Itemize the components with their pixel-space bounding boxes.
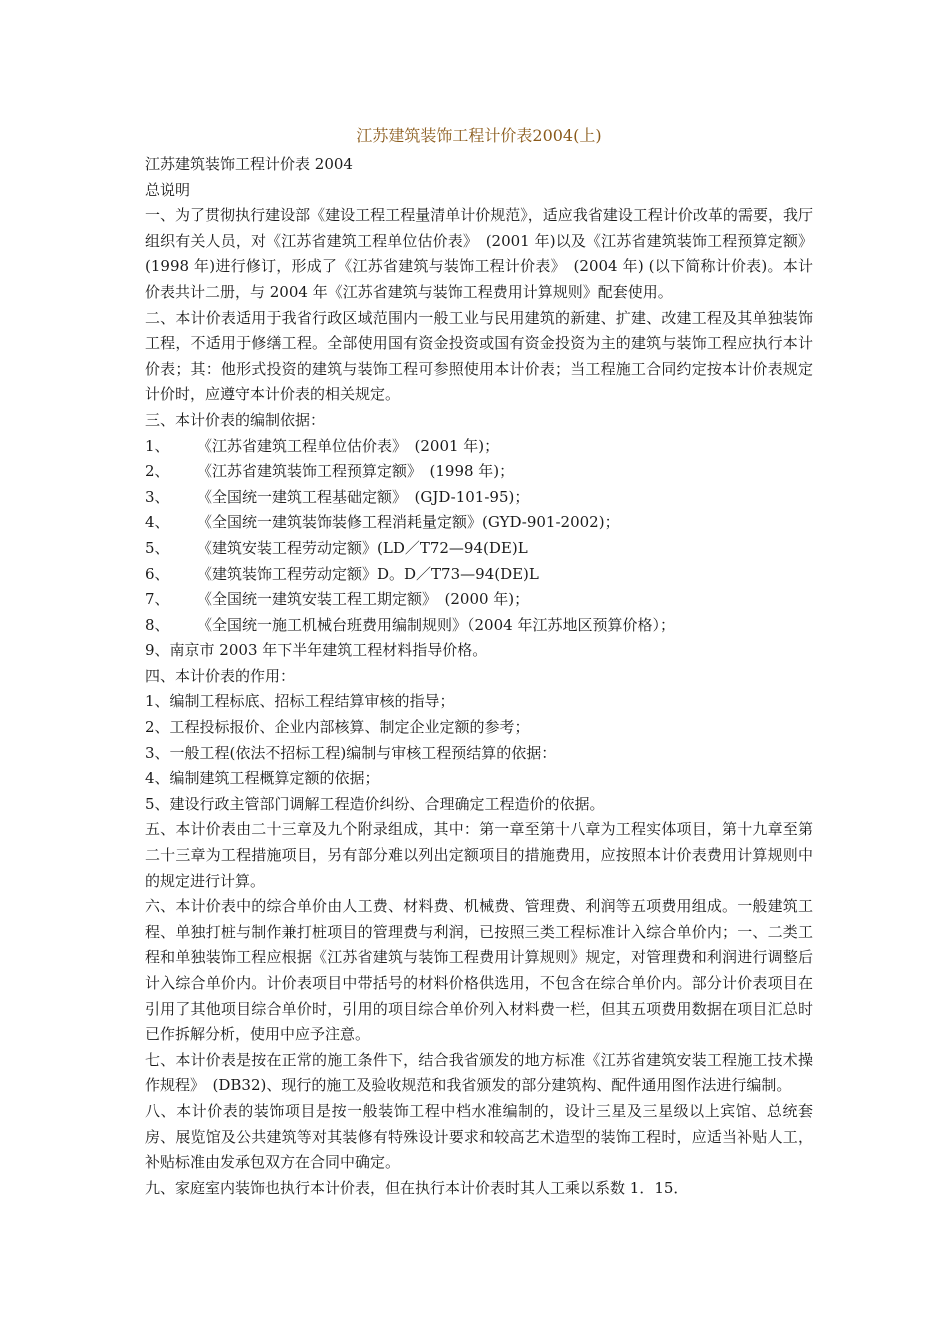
list-item: 4、编制建筑工程概算定额的依据；	[145, 769, 380, 788]
list-item	[145, 613, 813, 639]
list-item: 5、建设行政主管部门调解工程造价纠纷、合理确定工程造价的依据。	[145, 794, 605, 813]
list-item-number: 2、	[145, 462, 170, 481]
list-item-text: 《建筑装饰工程劳动定额》D。D／T73—94(DE)L	[197, 564, 539, 583]
document-subtitle: 江苏建筑装饰工程计价表 2004	[145, 155, 353, 173]
list-item	[145, 562, 813, 588]
list-item-text: 《建筑安装工程劳动定额》(LD／T72—94(DE)L	[197, 538, 528, 557]
list-item	[145, 536, 813, 562]
list-item: 1、编制工程标底、招标工程结算审核的指导；	[145, 692, 455, 711]
list-item-number: 5、	[145, 538, 170, 557]
list-item-text: 《全国统一建筑安装工程工期定额》 (2000 年)；	[197, 590, 530, 609]
document-page	[145, 122, 813, 1201]
paragraph-7: 七、本计价表是按在正常的施工条件下，结合我省颁发的地方标准《江苏省建筑安装工程施工技术操作规程》 (DB32)、现行的施工及验收规范和我省颁发的部分建筑构、配件通用图作法进行编制。	[145, 1050, 813, 1095]
paragraph-8: 八、本计价表的装饰项目是按一般装饰工程中档水准编制的，设计三星及三星级以上宾馆、总统套房、展览馆及公共建筑等对其装修有特殊设计要求和较高艺术造型的装饰工程时，应适当补贴人工，补贴标准由发承包双方在合同中确定。	[145, 1101, 813, 1172]
paragraph-6: 六、本计价表中的综合单价由人工费、材料费、机械费、管理费、利润等五项费用组成。一般建筑工程、单独打桩与制作兼打桩项目的管理费与利润，已按照三类工程标准计入综合单价内；一、二类工程和单独装饰工程应根据《江苏省建筑与装饰工程费用计算规则》规定，对管理费和利润进行调整后计入综合单价内。计价表项目中带括号的材料价格供选用，不包含在综合单价内。部分计价表项目在引用了其他项目综合单价时，引用的项目综合单价列入材料费一栏，但其五项费用数据在项目汇总时已作拆解分析，使用中应予注意。	[145, 897, 813, 1044]
list-item-text: 《全国统一建筑装饰装修工程消耗量定额》(GYD-901-2002)；	[197, 513, 620, 532]
purpose-list	[145, 689, 813, 817]
section-heading: 总说明	[145, 180, 191, 199]
list-item-text: 《全国统一建筑工程基础定额》 (GJD-101-95)；	[197, 487, 530, 506]
paragraph-9: 九、家庭室内装饰也执行本计价表，但在执行本计价表时其人工乘以系数 1．15．	[145, 1178, 689, 1197]
list-item: 3、一般工程(依法不招标工程)编制与审核工程预结算的依据：	[145, 743, 557, 762]
list-item-text: 《江苏省建筑工程单位估价表》 (2001 年)；	[197, 436, 500, 455]
list-item-number: 4、	[145, 513, 170, 532]
list-item	[145, 510, 813, 536]
basis-item-9: 9、南京市 2003 年下半年建筑工程材料指导价格。	[145, 641, 488, 660]
list-item-number: 6、	[145, 564, 170, 583]
paragraph-3-heading: 三、本计价表的编制依据：	[145, 410, 326, 429]
list-item-text: 《全国统一施工机械台班费用编制规则》（2004 年江苏地区预算价格）；	[197, 615, 675, 634]
list-item-number: 7、	[145, 590, 170, 609]
paragraph-4-heading: 四、本计价表的作用：	[145, 666, 296, 685]
list-item: 2、工程投标报价、企业内部核算、制定企业定额的参考；	[145, 718, 530, 737]
paragraph-1: 一、为了贯彻执行建设部《建设工程工程量清单计价规范》，适应我省建设工程计价改革的需要，我厅组织有关人员，对《江苏省建筑工程单位估价表》 (2001 年)以及《江苏省建筑装饰工程预算定额》(1998 年)进行修订，形成了《江苏省建筑与装饰工程计价表》 (2004 年) (以下简称计价表)。本计价表共计二册，与 2004 年《江苏省建筑与装饰工程费用计算规则》配套使用。	[145, 206, 813, 301]
list-item-number: 8、	[145, 615, 170, 634]
basis-list	[145, 434, 813, 639]
list-item-number: 3、	[145, 487, 170, 506]
list-item	[145, 459, 813, 485]
paragraph-2: 二、本计价表适用于我省行政区域范围内一般工业与民用建筑的新建、扩建、改建工程及其单独装饰工程，不适用于修缮工程。全部使用国有资金投资或国有资金投资为主的建筑与装饰工程应执行本计价表；其：他形式投资的建筑与装饰工程可参照使用本计价表；当工程施工合同约定按本计价表规定计价时，应遵守本计价表的相关规定。	[145, 308, 813, 404]
paragraph-5: 五、本计价表由二十三章及九个附录组成，其中：第一章至第十八章为工程实体项目，第十九章至第二十三章为工程措施项目，另有部分难以列出定额项目的措施费用，应按照本计价表费用计算规则中的规定进行计算。	[145, 820, 813, 890]
list-item-text: 《江苏省建筑装饰工程预算定额》 (1998 年)；	[197, 462, 515, 481]
list-item	[145, 587, 813, 613]
list-item-number: 1、	[145, 436, 170, 455]
list-item	[145, 485, 813, 511]
document-title: 江苏建筑装饰工程计价表2004(上)	[356, 126, 602, 145]
list-item	[145, 434, 813, 460]
